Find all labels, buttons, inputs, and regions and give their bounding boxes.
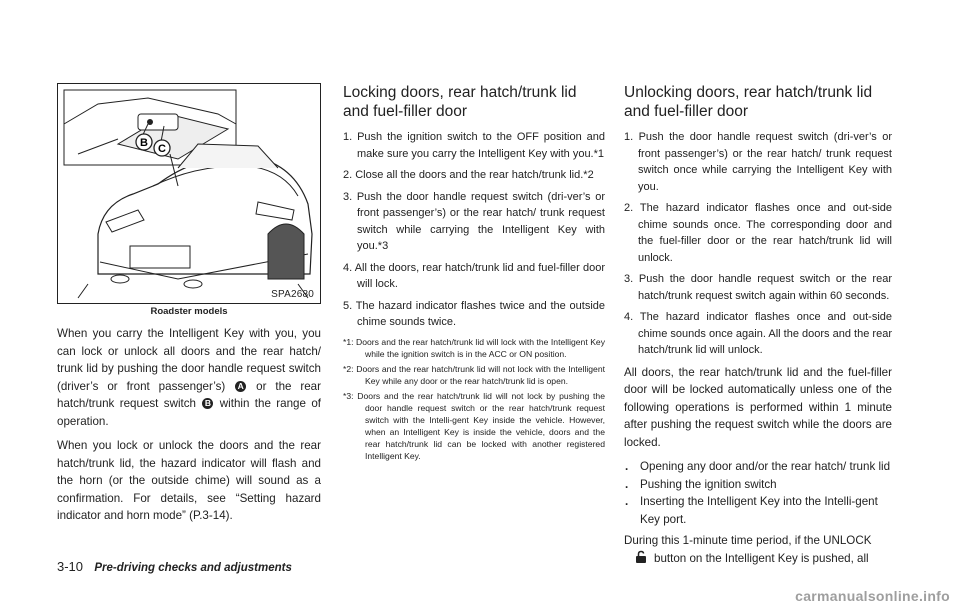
intro-text-b: or the rear hatch/trunk request switch xyxy=(57,379,321,410)
figure-code: SPA2680 xyxy=(271,289,314,300)
auto-lock-paragraph: All doors, the rear hatch/trunk lid and the fuel-filler door will be locked automatically unless one of the following operations is performed within 1 minute after pushing the request switch while the doors are locked. xyxy=(624,365,892,449)
locking-heading: Locking doors, rear hatch/trunk lid and fuel-filler door xyxy=(343,84,577,120)
callout-b xyxy=(136,134,152,150)
callout-c xyxy=(154,140,170,156)
intro-text-c: within the range of operation. xyxy=(57,397,321,428)
bullet-mark: . xyxy=(625,460,629,473)
middle-column xyxy=(343,83,605,465)
unlock-note-line2 xyxy=(624,550,892,568)
locking-step: 3. Push the door handle request switch (dri-ver’s or front passenger’s) or the rear hatch/ trunk request switch while carrying the Intelligent Key with you.*3 xyxy=(343,190,605,252)
car-illustration xyxy=(57,83,321,304)
locking-step: 1. Push the ignition switch to the OFF position and make sure you carry the Intelligent Key with you.*1 xyxy=(343,131,605,160)
page-number: 3-10 xyxy=(57,559,84,574)
figure-caption: Roadster models xyxy=(150,306,228,317)
unlock-note-line1: During this 1-minute time period, if the UNLOCK xyxy=(624,534,872,547)
condition-item xyxy=(624,458,892,476)
condition-text: Opening any door and/or the rear hatch/ trunk lid xyxy=(640,460,891,473)
unlock-note-text: button on the Intelligent Key is pushed, all xyxy=(654,551,869,565)
condition-item xyxy=(624,476,892,494)
bullet-mark: . xyxy=(625,477,629,491)
footnote: *3: Doors and the rear hatch/trunk lid will not lock by pushing the door handle request switch or the rear hatch/trunk request switch with the Intelli-gent Key inside the vehicle. However, when an Intelligent Key is inside the vehicle, doors and the rear hatch/trunk lid can be locked with another registered Intelligent Key. xyxy=(343,390,605,461)
condition-item xyxy=(624,493,892,528)
unlocking-steps xyxy=(624,129,892,359)
roadster-rear-drawing xyxy=(58,84,320,303)
condition-text: Inserting the Intelligent Key into the Intelli-gent Key port. xyxy=(640,495,878,526)
marker-a: A xyxy=(235,381,246,392)
unlocking-heading: Unlocking doors, rear hatch/trunk lid and fuel-filler door xyxy=(624,84,873,120)
chapter-title: Pre-driving checks and adjustments xyxy=(94,562,292,574)
footnote: *1: Doors and the rear hatch/trunk lid will lock with the Intelligent Key while the ignition switch is in the ACC or ON position. xyxy=(343,336,605,359)
unlocking-step: 4. The hazard indicator flashes once and out-side chime sounds once again. All the doors and the rear hatch/trunk lid will unlock. xyxy=(624,311,892,356)
confirmation-paragraph: When you lock or unlock the doors and the rear hatch/trunk lid, the hazard indicator will flash and the horn (or the outside chime) will sound as a confirmation. For details, see “Setting hazard indicator and horn mode” (P.3-14). xyxy=(57,439,321,522)
left-column xyxy=(57,83,321,532)
unlocking-step: 3. Push the door handle request switch or the rear hatch/trunk request switch again within 60 seconds. xyxy=(624,273,892,302)
page-footer xyxy=(57,559,292,574)
condition-text: Pushing the ignition switch xyxy=(640,477,777,491)
unlock-icon xyxy=(634,550,648,564)
svg-text:C: C xyxy=(158,143,166,155)
bullet-mark: . xyxy=(625,495,629,508)
locking-step: 2. Close all the doors and the rear hatch/trunk lid.*2 xyxy=(343,169,594,181)
locking-steps xyxy=(343,129,605,331)
footnote: *2: Doors and the rear hatch/trunk lid will not lock with the Intelligent Key while any door or the rear hatch/trunk lid is open. xyxy=(343,363,605,386)
intro-paragraph xyxy=(57,325,321,430)
locking-notes xyxy=(343,336,605,462)
right-column xyxy=(624,83,892,567)
intro-text-a: When you carry the Intelligent Key with you, you can lock or unlock all doors and the rear hatch/ trunk lid by pushing the door handle request switch (driver’s or front passenger’s) xyxy=(57,327,321,393)
marker-b: B xyxy=(202,398,213,409)
svg-text:B: B xyxy=(140,137,148,149)
locking-step: 4. All the doors, rear hatch/trunk lid and fuel-filler door will lock. xyxy=(343,261,605,290)
watermark: carmanualsonline.info xyxy=(795,588,950,604)
auto-lock-conditions xyxy=(624,458,892,528)
unlocking-step: 2. The hazard indicator flashes once and out-side chime sounds once. The corresponding door and the fuel-filler door or the rear hatch/trunk lid will unlock. xyxy=(624,202,892,264)
unlocking-step: 1. Push the door handle request switch (dri-ver’s or front passenger’s) or the rear hatch/ trunk request switch once while carrying the Intelligent Key with you. xyxy=(624,131,892,193)
locking-step: 5. The hazard indicator flashes twice and the outside chime sounds twice. xyxy=(343,299,605,328)
